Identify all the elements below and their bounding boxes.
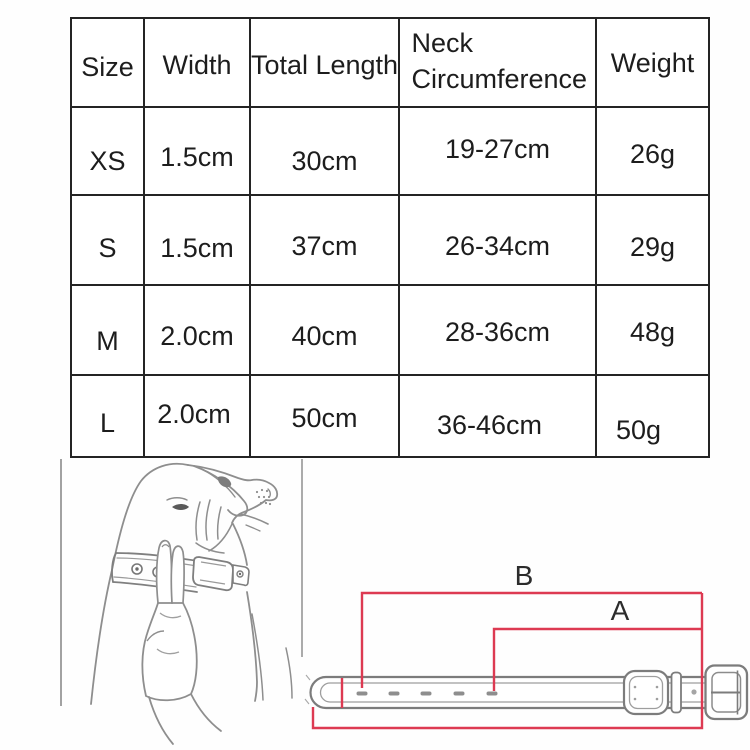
table-cell	[251, 108, 400, 196]
cell-value: 29g	[629, 231, 676, 262]
cell-value: 50g	[615, 414, 662, 445]
header-size-label: Size	[81, 52, 134, 83]
cell-value: 2.0cm	[160, 320, 234, 351]
cell-value: M	[96, 325, 119, 356]
cell-value: 36-46cm	[436, 409, 543, 440]
cell-value: 26g	[629, 138, 676, 169]
cell-value: 2.0cm	[157, 398, 231, 429]
cell-value: XS	[89, 145, 126, 176]
header-cell-weight	[597, 19, 708, 108]
table-cell	[400, 376, 597, 456]
collar-keeper-loop	[624, 671, 668, 714]
header-cell-total-length	[251, 19, 400, 108]
table-cell	[251, 196, 400, 286]
header-neck-label: Neck Circumference	[411, 28, 588, 94]
dog-collar-fit-sketch	[60, 460, 310, 750]
header-weight-label: Weight	[610, 48, 695, 79]
table-cell	[251, 286, 400, 376]
table-cell	[145, 108, 251, 196]
measurement-label-b: B	[514, 560, 534, 591]
measurement-label-a: A	[610, 595, 630, 626]
cell-value: 37cm	[291, 230, 358, 261]
header-total-length-label: Total Length	[250, 50, 399, 81]
table-cell	[400, 286, 597, 376]
dog-ear-fold	[218, 476, 231, 487]
table-cell	[145, 376, 251, 456]
cell-value: 40cm	[291, 320, 358, 351]
cell-value: 26-34cm	[444, 230, 551, 261]
header-cell-neck-circumference	[400, 19, 597, 108]
table-cell	[72, 376, 145, 456]
cell-value: 30cm	[291, 145, 358, 176]
cell-value: 1.5cm	[160, 232, 234, 263]
table-cell	[597, 108, 708, 196]
cell-value: 28-36cm	[444, 316, 551, 347]
cell-value: L	[99, 407, 116, 438]
table-cell	[72, 196, 145, 286]
header-cell-width	[145, 19, 251, 108]
cell-value: 48g	[629, 316, 676, 347]
sketch-collar-buckle	[193, 557, 249, 590]
cell-value: 1.5cm	[160, 141, 234, 172]
table-cell	[400, 196, 597, 286]
dog-eye	[172, 504, 189, 510]
table-cell	[251, 376, 400, 456]
collar-buckle	[706, 666, 748, 720]
collar-strap-stop	[672, 673, 682, 713]
table-cell	[597, 286, 708, 376]
cell-value: 19-27cm	[444, 133, 551, 164]
table-cell	[72, 108, 145, 196]
cell-value: S	[98, 232, 117, 263]
table-cell	[145, 286, 251, 376]
header-width-label: Width	[162, 50, 232, 81]
table-cell	[597, 196, 708, 286]
header-cell-size	[72, 19, 145, 108]
table-cell	[145, 196, 251, 286]
table-cell	[597, 376, 708, 456]
table-cell	[72, 286, 145, 376]
cell-value: 50cm	[291, 402, 358, 433]
table-cell	[400, 108, 597, 196]
size-table	[70, 17, 710, 458]
collar-hole-dot	[691, 689, 696, 694]
